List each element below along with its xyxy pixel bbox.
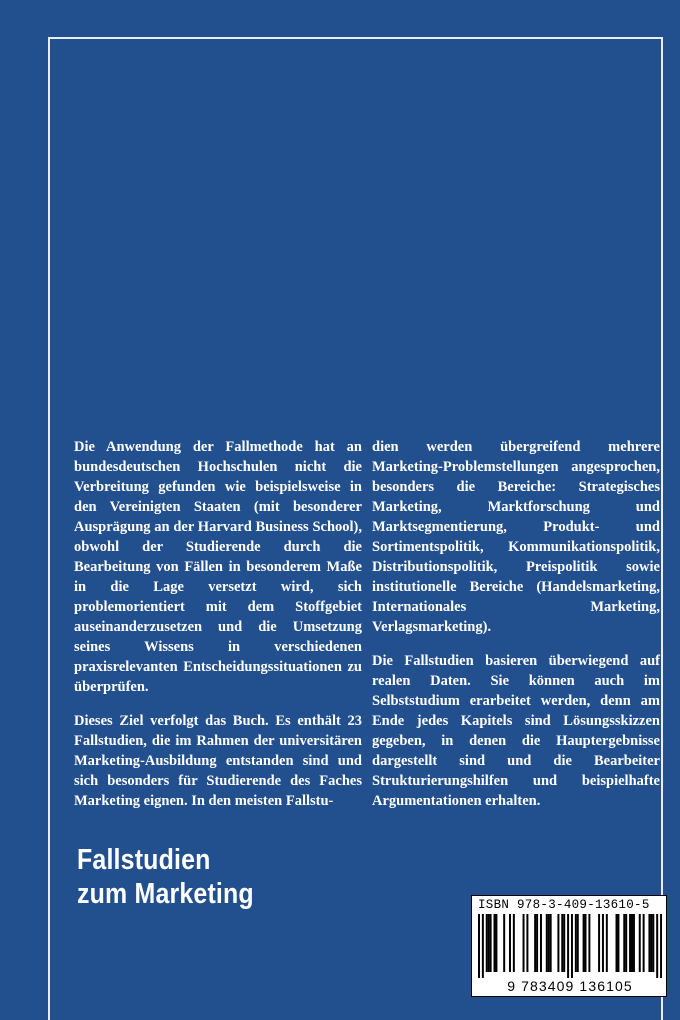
barcode-bar xyxy=(493,914,495,972)
barcode-bar xyxy=(534,914,536,972)
barcode-bar xyxy=(606,914,608,972)
barcode-bar xyxy=(536,914,538,972)
barcode-bar xyxy=(550,914,552,972)
blurb-paragraph: Die Fallstudien basieren überwiegend auf realen Daten. Sie können auch im Selbststudium erarbeitet werden, denn am Ende jedes Kapitels sind Lösungsskizzen gegeben, in denen die Hauptergebnisse dargestellt sind und die Bearbeiter Strukturierungshilfen und beispielhafte Argumentationen erhalten. xyxy=(372,653,660,809)
barcode-bar xyxy=(625,914,627,972)
blurb-paragraph: Dieses Ziel verfolgt das Buch. Es enthält 23 Fallstudien, die im Rahmen der universitären Marketing-Ausbildung entstanden sind und sich besonders für Studierende des Faches Marketing eignen. In den meisten Fallstu- xyxy=(74,713,362,809)
barcode-bar xyxy=(602,914,604,972)
barcode-bar xyxy=(623,914,625,972)
blurb-left-column xyxy=(74,437,362,811)
barcode-bar xyxy=(495,914,497,972)
barcode-bar xyxy=(490,914,492,972)
barcode-bar xyxy=(546,914,548,972)
blurb-paragraph: Die Anwendung der Fallmethode hat an bundesdeutschen Hochschulen nicht die Verbreitung gefunden wie beispielsweise in den Vereinigten Staaten (mit besonderer Ausprägung an der Harvard Business School), obwohl der Studierende durch die Bearbeitung von Fällen in besonderem Maße in die Lage versetzt wird, sich problemorientiert mit dem Stoffgebiet auseinanderzusetzen und die Umsetzung seines Wissens in verschiedenen praxisrelevanten Entscheidungssituationen zu überprüfen. xyxy=(74,439,362,695)
barcode-bar xyxy=(567,914,569,978)
barcode-bar xyxy=(513,914,515,972)
book-title xyxy=(77,843,254,911)
barcode-bar xyxy=(540,914,542,972)
isbn-text: ISBN 978-3-409-13610-5 xyxy=(478,898,650,912)
barcode-bar xyxy=(656,914,658,978)
barcode-bar xyxy=(488,914,490,972)
blurb-right-column xyxy=(372,437,660,811)
barcode-bar xyxy=(643,914,645,972)
barcode-bar xyxy=(652,914,654,972)
barcode-bar xyxy=(648,914,650,972)
barcode-bar xyxy=(616,914,618,972)
book-title-line: zum Marketing xyxy=(77,878,254,910)
barcode-bar xyxy=(629,914,631,972)
barcode-bar xyxy=(563,914,565,972)
barcode-bar xyxy=(598,914,600,972)
barcode-bar xyxy=(631,914,633,972)
barcode-bar xyxy=(526,914,528,972)
barcode-bar xyxy=(583,914,585,972)
barcode-bar xyxy=(633,914,635,972)
barcode-bar xyxy=(617,914,619,972)
barcode-label xyxy=(471,895,667,997)
barcode-bar xyxy=(585,914,587,972)
barcode-bar xyxy=(660,914,662,978)
barcode-bar xyxy=(650,914,652,972)
barcode-bar xyxy=(548,914,550,972)
barcode-bar xyxy=(482,914,484,978)
barcode-bar xyxy=(561,914,563,972)
ean-digits: 9 783409 136105 xyxy=(507,978,633,994)
barcode-bar xyxy=(478,914,480,978)
barcode-bar xyxy=(523,914,525,972)
barcode-bar xyxy=(486,914,488,972)
barcode-bar xyxy=(588,914,590,972)
barcode-bar xyxy=(639,914,641,972)
barcode-bar xyxy=(503,914,505,972)
barcode-bar xyxy=(575,914,577,972)
barcode-bar xyxy=(509,914,511,972)
barcode-bar xyxy=(557,914,559,972)
barcode-bars xyxy=(478,914,662,978)
book-title-line: Fallstudien xyxy=(77,844,211,876)
barcode-bar xyxy=(577,914,579,972)
barcode-bar xyxy=(571,914,573,978)
blurb-paragraph: dien werden übergreifend mehrere Marketing-Problemstellungen angesprochen, besonders die Bereiche: Strategisches Marketing, Marktforschung und Marktsegmentierung, Produkt- und Sortimentspolitik, Kommunikationspolitik, Distributionspolitik, Preispolitik sowie institutionelle Bereiche (Handelsmarketing, Internationales Marketing, Verlagsmarketing). xyxy=(372,439,660,635)
